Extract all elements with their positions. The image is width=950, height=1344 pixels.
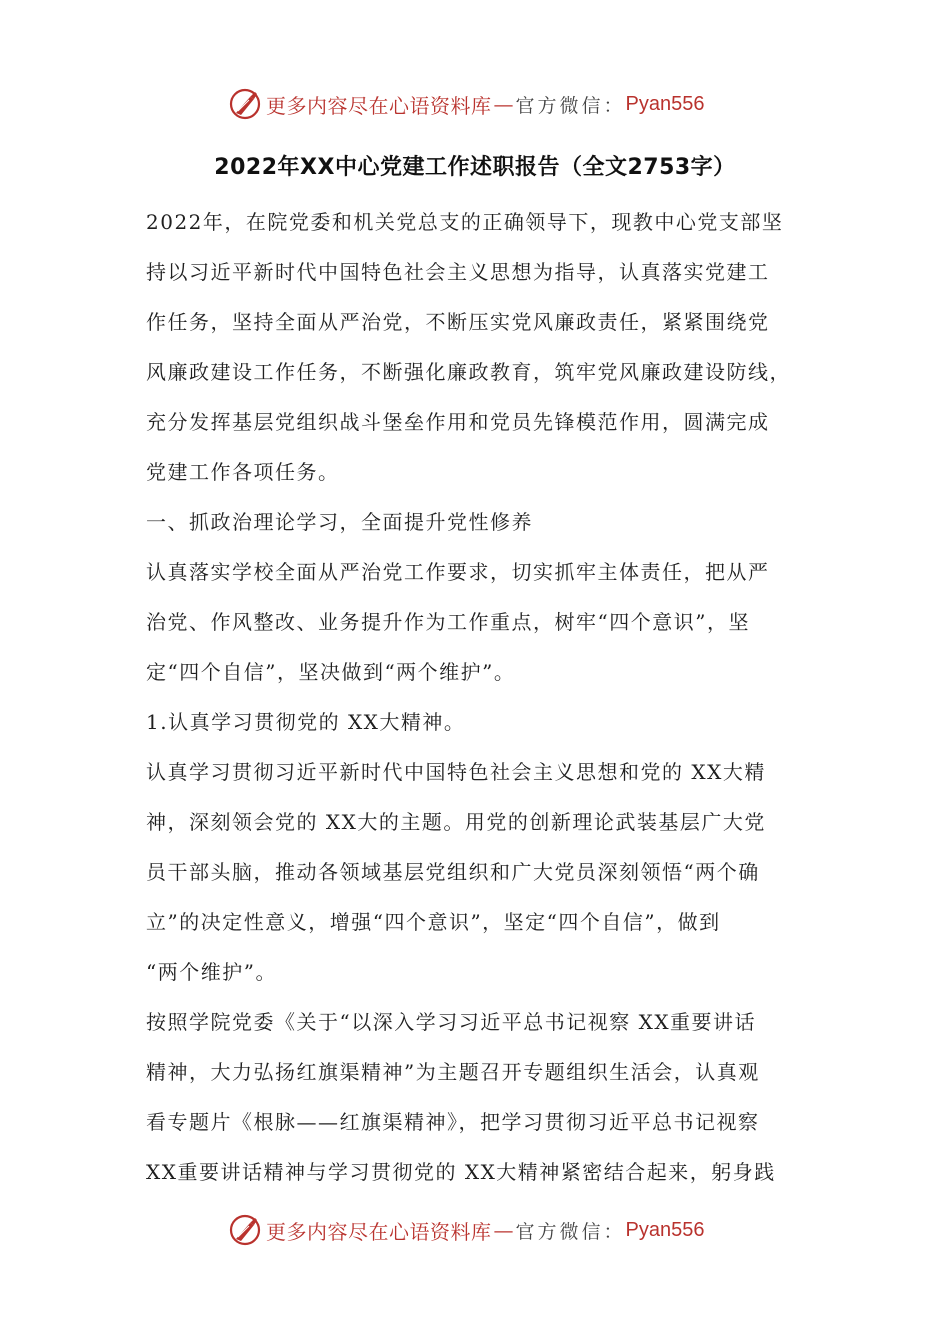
- watermark-main-text: 更多内容尽在心语资料库: [266, 1219, 492, 1244]
- body-line: XX重要讲话精神与学习贯彻党的 XX大精神紧密结合起来，躬身践: [146, 1160, 776, 1184]
- subsection-heading: 1.认真学习贯彻党的 XX大精神。: [146, 710, 466, 734]
- watermark-wechat-id: Pyan556: [625, 1218, 705, 1241]
- watermark-dash: —: [493, 1218, 514, 1242]
- body-line: 作任务，坚持全面从严治党，不断压实党风廉政责任，紧紧围绕党: [146, 310, 770, 334]
- document-body: [146, 197, 814, 1197]
- watermark-footer: [228, 1210, 704, 1250]
- watermark-main-text: 更多内容尽在心语资料库: [266, 93, 492, 118]
- document-title: 2022年XX中心党建工作述职报告（全文2753字）: [214, 155, 736, 180]
- body-line: 按照学院党委《关于“以深入学习习近平总书记视察 XX重要讲话: [146, 1010, 757, 1034]
- body-line: 精神，大力弘扬红旗渠精神”为主题召开专题组织生活会，认真观: [146, 1060, 760, 1084]
- body-line: 风廉政建设工作任务，不断强化廉政教育，筑牢党风廉政建设防线，: [146, 360, 791, 384]
- body-line: 神，深刻领会党的 XX大的主题。用党的创新理论武装基层广大党: [146, 810, 766, 834]
- body-line: 看专题片《根脉——红旗渠精神》，把学习贯彻习近平总书记视察: [146, 1110, 760, 1134]
- watermark-wechat-id: Pyan556: [625, 92, 705, 115]
- body-line: 持以习近平新时代中国特色社会主义思想为指导，认真落实党建工: [146, 260, 770, 284]
- body-line: 党建工作各项任务。: [146, 460, 340, 484]
- pen-nib-logo-icon: [228, 87, 262, 121]
- body-line: 定“四个自信”，坚决做到“两个维护”。: [146, 660, 516, 684]
- body-line: 认真学习贯彻习近平新时代中国特色社会主义思想和党的 XX大精: [146, 760, 766, 784]
- watermark-label: 官方微信：: [515, 94, 626, 117]
- watermark-dash: —: [493, 92, 514, 116]
- body-line: 立”的决定性意义，增强“四个意识”，坚定“四个自信”，做到: [146, 910, 721, 934]
- watermark-label: 官方微信：: [515, 1220, 626, 1243]
- watermark-header: [228, 84, 704, 124]
- body-line: 2022年，在院党委和机关党总支的正确领导下，现教中心党支部坚: [146, 210, 784, 234]
- pen-nib-logo-icon: [228, 1213, 262, 1247]
- body-line: 认真落实学校全面从严治党工作要求，切实抓牢主体责任，把从严: [146, 560, 770, 584]
- body-line: 充分发挥基层党组织战斗堡垒作用和党员先锋模范作用，圆满完成: [146, 410, 770, 434]
- body-line: 员干部头脑，推动各领域基层党组织和广大党员深刻领悟“两个确: [146, 860, 760, 884]
- section-heading: 一、抓政治理论学习，全面提升党性修养: [146, 510, 533, 534]
- body-line: “两个维护”。: [146, 960, 277, 984]
- body-line: 治党、作风整改、业务提升作为工作重点，树牢“四个意识”，坚: [146, 610, 750, 634]
